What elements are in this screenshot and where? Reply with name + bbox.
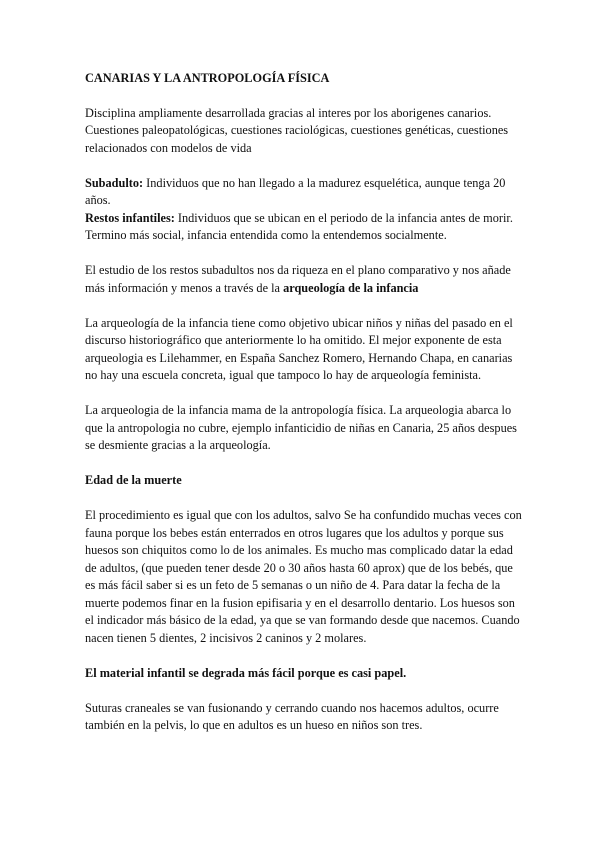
procedimiento-paragraph: El procedimiento es igual que con los adultos, salvo Se ha confundido muchas veces con fauna porque los bebes están enterrados en otros lugares que los adultos y porque sus huesos son chiquitos como lo de los animales. Es mucho mas complicado datar la edad de adultos, (que pueden tener desde 20 o 30 años hasta 60 aprox) que de los bebés, que es más fácil saber si es un feto de 5 semanas o un niño de 4. Para datar la fecha de la muerte podemos finar en la fusion epifisaria y en el desarrollo dentario. Los huesos son el indicador más básico de la edad, ya que se van formando desde que nacemos. Cuando nacen tienen 5 dientes, 2 incisivos 2 caninos y 2 molares.	[85, 508, 522, 645]
section-heading-edad: Edad de la muerte	[85, 473, 182, 487]
definition-restos-infantiles	[85, 210, 522, 245]
intro-paragraph: Disciplina ampliamente desarrollada gracias al interes por los aborigenes canarios. Cuestiones paleopatológicas, cuestiones raciológicas, cuestiones genéticas, cuestiones relacionados con modelos de vida	[85, 105, 509, 155]
estudio-text: El estudio de los restos subadultos nos da riqueza en el plano comparativo y nos añade más información y menos a través de la	[85, 263, 511, 295]
definition-term: Subadulto:	[85, 175, 144, 190]
estudio-paragraph	[85, 262, 522, 297]
definition-term: Restos infantiles:	[85, 210, 175, 225]
definition-subadulto	[85, 175, 522, 210]
document-title: CANARIAS Y LA ANTROPOLOGÍA FÍSICA	[85, 71, 330, 85]
section-heading-material: El material infantil se degrada más fácil porque es casi papel.	[85, 665, 407, 680]
suturas-paragraph: Suturas craneales se van fusionando y cerrando cuando nos hacemos adultos, ocurre también en la pelvis, lo que en adultos es un hueso en niños son tres.	[85, 700, 499, 732]
definition-text: Individuos que se ubican en el periodo de la infancia antes de morir. Termino más social, infancia entendida como la entendemos socialmente.	[85, 210, 513, 242]
mama-paragraph: La arqueologia de la infancia mama de la antropología física. La arqueologia abarca lo que la antropologia no cubre, ejemplo infanticidio de niñas en Canaria, 25 años despues se desmiente gracias a la arqueología.	[85, 403, 517, 452]
estudio-bold-term: arqueología de la infancia	[283, 280, 419, 295]
objetivo-paragraph: La arqueología de la infancia tiene como objetivo ubicar niños y niñas del pasado en el discurso historiográfico que anteriormente lo ha omitido. El mejor exponente de esta arqueologia es Lilehammer, en España Sanchez Romero, Hernando Chapa, en canarias no hay una escuela concreta, igual que tampoco lo hay de arqueología feminista.	[85, 315, 513, 382]
definition-text: Individuos que no han llegado a la madurez esquelética, aunque tenga 20 años.	[85, 175, 506, 207]
